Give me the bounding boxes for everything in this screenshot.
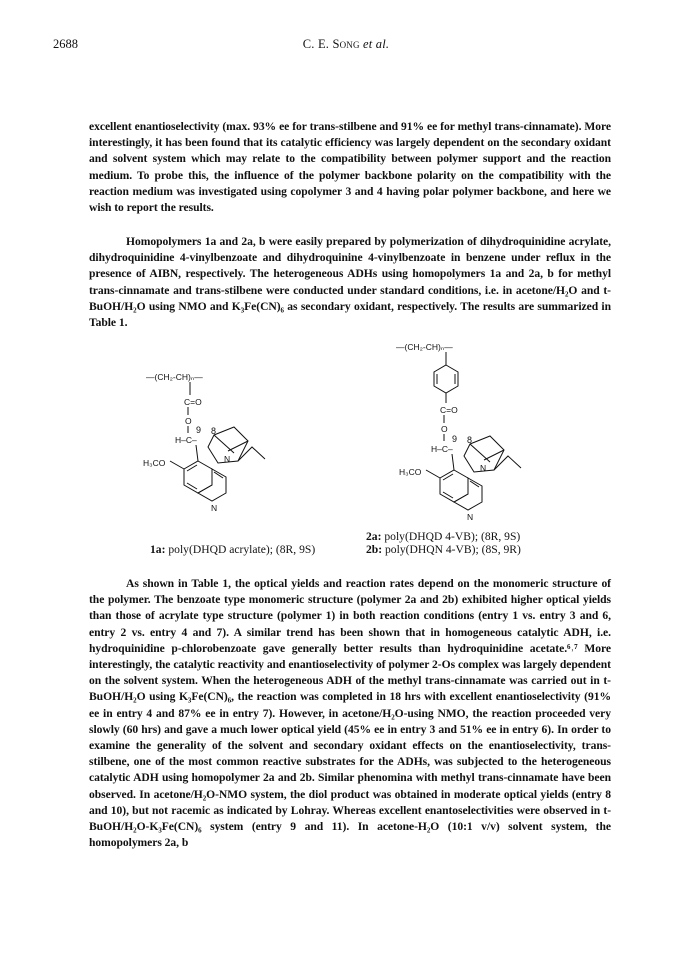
paragraph-text: As shown in Table 1, the optical yields and reaction rates depend on the monomeric structure of the polymer. The benzoate type monomeric structure (polymer 2a and 2b) exhibited higher optical yields than those of acrylate type structure (polymer 1) in both reaction conditions (entry 1 vs. entry 3 and 6, entry 2 vs. entry 4 and 7). A similar trend has been shown that in homogeneous catalytic ADH, i.e. hydroquinidine p-chlorobenzoate gave generally better results than hydroquinidine acetate.⁶˒⁷ More interestingly, the catalytic reactivity and enantioselectivity of polymer 2-Os complex was largely dependent on the solvent system. When the heterogeneous ADH of the methyl trans-cinnamate was carried out in t-BuOH/H₂O using K₃Fe(CN)₆, the reaction was completed in 18 hrs with excellent enantioselectivity (91% ee in entry 4 and 87% ee in entry 7). However, in acetone/H₂O-using NMO, the reaction proceeded very slowly (60 hrs) and gave a much lower optical yield (45% ee in entry 3 and 51% ee in entry 6). In order to examine the generality of the solvent and secondary oxidant effects on the enantioselectivity, trans-stilbene, one of the most common reactive substrates for the ADHs, was subjected to the heterogeneous catalytic ADH using homopolymer 2a and 2b. Similar phenomina with methyl trans-cinnamate have been observed. In acetone/H₂O-NMO system, the diol product was obtained in moderate optical yields (entry 8 and 10), but not racemic as indicated by Lohray. Whereas excellent enantoselectivities were observed in t-BuOH/H₂O-K₃Fe(CN)₆ system (entry 9 and 11). In acetone-H₂O (10:1 v/v) solvent system, the homopolymers 2a, b	[89, 577, 611, 850]
structure-drawings	[0, 335, 692, 565]
body-paragraph-1	[89, 119, 611, 216]
backbone-label: —(CH₂-CH)ₙ—	[396, 342, 453, 352]
backbone-label: —(CH₂-CH)ₙ—	[146, 372, 203, 382]
structure-caption-1a	[150, 543, 315, 556]
methoxy-label: H₃CO	[399, 467, 422, 477]
structure-1a	[143, 372, 265, 513]
ester-oxygen-label: O	[441, 424, 448, 434]
body-paragraph-3	[89, 576, 611, 851]
running-head	[0, 37, 692, 52]
locant-9: 9	[452, 434, 458, 444]
locant-8: 8	[467, 435, 473, 445]
caption-id: 2b:	[366, 543, 383, 556]
caption-line-2a	[366, 530, 521, 543]
stereocenter-label: H–C–	[431, 444, 453, 454]
carbonyl-label: C=O	[184, 397, 202, 407]
methoxy-label: H₃CO	[143, 458, 166, 468]
running-head-suffix: et al.	[363, 37, 390, 51]
caption-id: 2a:	[366, 530, 382, 543]
caption-text: poly(DHQD acrylate); (8R, 9S)	[165, 543, 316, 556]
caption-text: poly(DHQD 4-VB); (8R, 9S)	[381, 530, 521, 543]
locant-9: 9	[196, 425, 202, 435]
caption-id: 1a:	[150, 543, 166, 556]
running-head-author: C. E. Song	[302, 37, 360, 51]
body-paragraph-2	[89, 234, 611, 331]
stereocenter-label: H–C–	[175, 435, 197, 445]
carbonyl-label: C=O	[440, 405, 458, 415]
page-number: 2688	[53, 37, 78, 51]
structure-caption-2	[366, 530, 521, 556]
structure-2a-2b	[396, 342, 521, 522]
caption-line-2b	[366, 543, 521, 556]
quinoline-nitrogen: N	[211, 503, 218, 513]
paragraph-text: excellent enantioselectivity (max. 93% ee for trans-stilbene and 91% ee for methyl trans-cinnamate). More interestingly, it has been found that its catalytic efficiency was largely dependent on the secondary oxidant and solvent system which may relate to the compatibility between polymer support and the reaction medium. To probe this, the influence of the polymer backbone polarity on the compatibility with the reaction medium was investigated using copolymer 3 and 4 having polar polymer backbone, and here we wish to report the results.	[89, 120, 611, 215]
polymer-structures-figure	[0, 335, 692, 565]
paragraph-text: Homopolymers 1a and 2a, b were easily prepared by polymerization of dihydroquinidine acrylate, dihydroquinidine 4-vinylbenzoate and dihydroquinine 4-vinylbenzoate in benzene under reflux in the presence of AIBN, respectively. The heterogeneous ADHs using homopolymers 1a and 2a, b for methyl trans-cinnamate and trans-stilbene were conducted under standard conditions, i.e. in acetone/H₂O and t-BuOH/H₂O using NMO and K₃Fe(CN)₆ as secondary oxidant, respectively. The results are summarized in Table 1.	[89, 235, 611, 330]
quinuclidine-nitrogen: N	[224, 454, 231, 464]
ester-oxygen-label: O	[185, 416, 192, 426]
caption-text: poly(DHQN 4-VB); (8S, 9R)	[382, 543, 521, 556]
quinoline-nitrogen: N	[467, 512, 474, 522]
quinuclidine-nitrogen: N	[480, 463, 487, 473]
locant-8: 8	[211, 426, 217, 436]
